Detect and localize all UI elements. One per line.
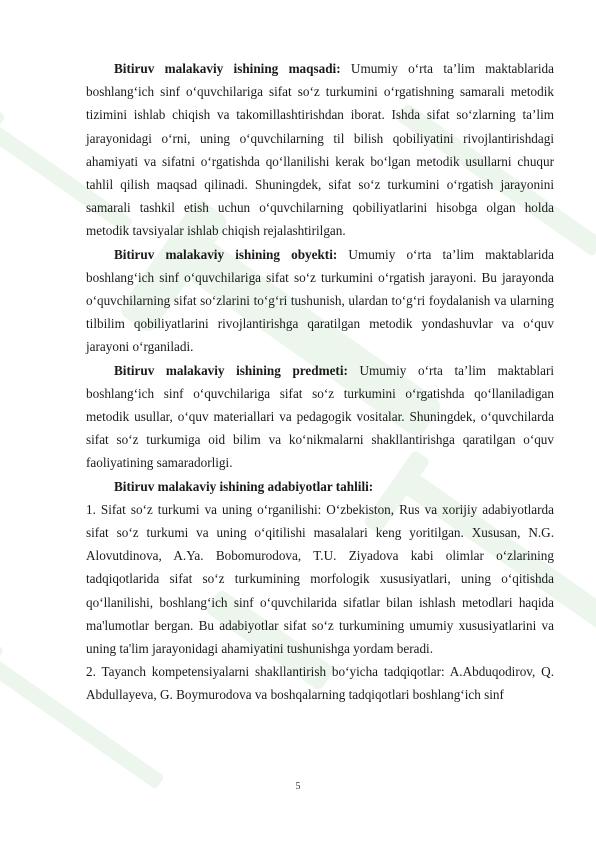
document-body: [86, 57, 554, 707]
body-object: Umumiy o‘rta ta’lim maktablarida boshlang‘ich sinf o‘quvchilariga sifat so‘z turkumini o‘rgatish jarayoni. Bu jarayonda o‘quvchilarning sifat so‘zlarini to‘g‘ri tushunish, ulardan to‘g‘ri foydalanish va ularning tilbilim qobiliyatlarini rivojlantirishga qaratilgan metodik yondashuvlar va o‘quv jarayoni o‘rganiladi.: [86, 246, 554, 355]
list-item: 2. Tayanch kompetensiyalarni shakllantirish bo‘yicha tadqiqotlar: A.Abduqodirov, Q. Abdullayeva, G. Boymurodova va boshqalarning tadqiqotlari boshlang‘ich sinf: [86, 664, 554, 703]
body-subject: Umumiy o‘rta ta’lim maktablari boshlang‘ich sinf o‘quvchilariga sifat so‘z turkumini o‘rgatishda qo‘llaniladigan metodik usullar, o‘quv materiallari va pedagogik vositalar. Shuningdek, o‘quvchilarda sifat so‘z turkumiga oid bilim va ko‘nikmalarni shakllantirishga qaratilgan o‘quv faoliyatining samaradorligi.: [86, 362, 554, 471]
body-aim: Umumiy o‘rta ta’lim maktablarida boshlang‘ich sinf o‘quvchilariga sifat so‘z turkumini o‘rgatishning samarali metodik tizimini ishlab chiqish va takomillashtirishdan iborat. Ishda sifat so‘zlarning ta’lim jarayonidagi o‘rni, uning o‘quvchilarning til bilish qobiliyatini rivojlantirishdagi ahamiyati va sifatni o‘rgatishda qo‘llanilishi kerak bo‘lgan metodik usullarni chuqur tahlil qilish maqsad qilinadi. Shuningdek, sifat so‘z turkumini o‘rgatish jarayonini samarali tashkil etish uchun o‘quvchilarning qobiliyatlarini hisobga olgan holda metodik tavsiyalar ishlab chiqish rejalashtirilgan.: [86, 61, 554, 239]
paragraph-aim: [86, 57, 554, 243]
heading-object: Bitiruv malakaviy ishining obyekti:: [114, 246, 338, 262]
list-item: 1. Sifat so‘z turkumi va uning o‘rganilishi: O‘zbekiston, Rus va xorijiy adabiyotlarda sifat so‘z turkumi va uning o‘qitilishi masalalari keng yoritilgan. Xususan, N.G. Alovutdinova, A.Ya. Bobomurodova, T.U. Ziyadova kabi olimlar o‘zlarining tadqiqotlarida sifat so‘z turkumining morfologik xususiyatlari, uning o‘qitishda qo‘llanilishi, boshlang‘ich sinf o‘quvchilarida sifatlar bilan ishlash metodlari haqida ma'lumotlar bergan. Bu adabiyotlar sifat so‘z turkumining umumiy xususiyatlarini va uning ta'lim jarayonidagi ahamiyatini tushunishga yordam beradi.: [86, 501, 554, 657]
heading-aim: Bitiruv malakaviy ishining maqsadi:: [114, 61, 341, 76]
heading-subject: Bitiruv malakaviy ishining predmeti:: [114, 362, 348, 378]
paragraph-object: [86, 243, 554, 359]
paragraph-subject: [86, 359, 554, 475]
paragraph-literature: [86, 475, 554, 498]
heading-literature: Bitiruv malakaviy ishining adabiyotlar tahlili:: [114, 478, 374, 494]
page-number: 5: [295, 781, 301, 792]
